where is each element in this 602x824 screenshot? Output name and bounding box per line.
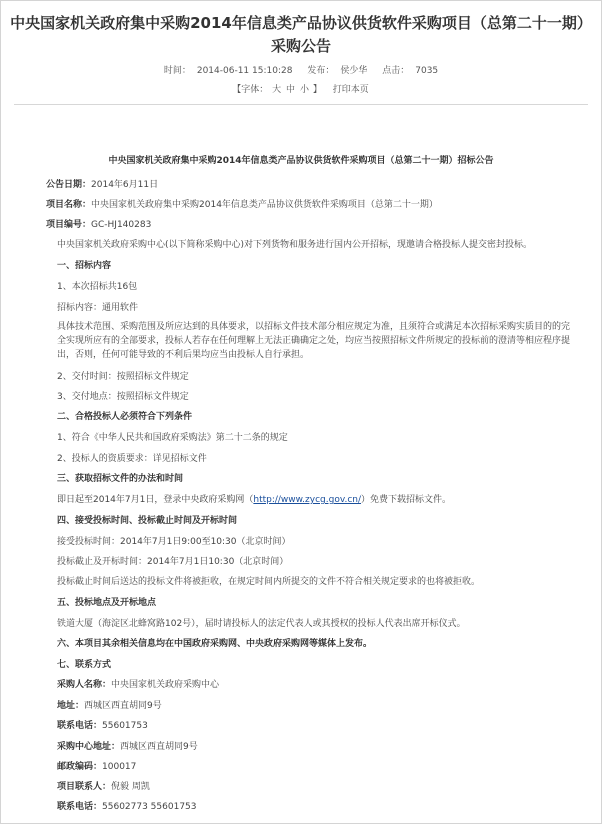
section-6-title: 六、本项目其余相关信息均在中国政府采购网、中央政府采购网等媒体上发布。 (57, 639, 373, 649)
section-1-line2: 招标内容：通用软件 (57, 303, 139, 313)
announce-date-row: 公告日期：2014年6月11日 (46, 180, 159, 190)
section-3-line1: 即日起至2014年7月1日，登录中央政府采购网（http://www.zycg.gov.cn/）免费下载招标文件。 (57, 495, 452, 505)
address-row: 地址：西城区西直胡同9号 (57, 701, 162, 711)
section-4-line2: 投标截止及开标时间：2014年7月1日10:30（北京时间） (57, 557, 289, 567)
time-info: 时间： 2014-06-11 15:10:28 (163, 66, 293, 76)
font-medium-link[interactable]: 中 (286, 85, 296, 95)
article-meta (0, 63, 602, 76)
notice-title: 中央国家机关政府集中采购2014年信息类产品协议供货软件采购项目（总第二十一期）招标公告 (108, 156, 494, 166)
section-3-title: 三、获取招标文件的办法和时间 (57, 474, 184, 484)
project-no-row: 项目编号：GC-HJ140283 (46, 220, 152, 230)
font-small-link[interactable]: 小 (299, 85, 309, 95)
section-1-title: 一、招标内容 (57, 261, 112, 271)
phone-row: 联系电话：55601753 (57, 721, 148, 731)
intro-paragraph: 中央国家机关政府采购中心(以下简称采购中心)对下列货物和服务进行国内公开招标，现邀请合格投标人提交密封投标。 (57, 240, 533, 250)
publisher-info: 发布： 侯少华 (307, 66, 368, 76)
section-1-paragraph: 具体技术范围、采购范围及所应达到的具体要求，以招标文件技术部分相应规定为准，且须符合或满足本次招标采购实质目的的完全实现所应有的全部要求，投标人若存在任何理解上无法正确确定之处，均应当按照招标文件所规定的投标前的澄清等相应程序提出，否则，任何可能导致的不利后果均应当由投标人自行承担。 (57, 322, 571, 360)
section-2-title: 二、合格投标人必须符合下列条件 (57, 412, 193, 422)
section-1-line3: 2、交付时间：按照招标文件规定 (57, 372, 189, 382)
section-5-line1: 铁道大厦（海淀区北蜂窝路102号），届时请投标人的法定代表人或其授权的投标人代表出席开标仪式。 (57, 619, 466, 629)
section-4-title: 四、接受投标时间、投标截止时间及开标时间 (57, 516, 238, 526)
section-7-title: 七、联系方式 (57, 660, 112, 670)
section-1-line1: 1、本次招标共16包 (57, 282, 138, 292)
click-count: 点击： 7035 (382, 66, 439, 76)
section-4-line1: 接受投标时间：2014年7月1日9:00至10:30（北京时间） (57, 537, 291, 547)
section-4-line3: 投标截止时间后送达的投标文件将被拒收，在规定时间内所提交的文件不符合相关规定要求的也将被拒收。 (57, 577, 481, 587)
page-title-line2: 采购公告 (270, 37, 331, 55)
font-size-label: 【字体： (232, 85, 269, 95)
postcode-row: 邮政编码：100017 (57, 762, 137, 772)
phone2-row: 联系电话：55602773 55601753 (57, 802, 197, 812)
print-link[interactable]: 打印本页 (332, 85, 369, 95)
zycg-url-link[interactable]: http://www.zycg.gov.cn/ (253, 495, 362, 505)
font-large-link[interactable]: 大 (272, 85, 282, 95)
section-2-line1: 1、符合《中华人民共和国政府采购法》第二十二条的规定 (57, 433, 288, 443)
section-2-line2: 2、投标人的资质要求：详见招标文件 (57, 454, 207, 464)
purchaser-row: 采购人名称：中央国家机关政府采购中心 (57, 680, 220, 690)
contact-row: 项目联系人：倪毅 周凯 (57, 782, 150, 792)
center-address-row: 采购中心地址：西城区西直胡同9号 (57, 742, 198, 752)
section-5-title: 五、投标地点及开标地点 (57, 598, 157, 608)
project-name-row: 项目名称：中央国家机关政府集中采购2014年信息类产品协议供货软件采购项目（总第二十一期） (46, 200, 438, 210)
article-tools (0, 82, 602, 95)
header-divider (14, 104, 588, 105)
font-size-close: 】 (312, 85, 322, 95)
page-title-line1: 中央国家机关政府集中采购2014年信息类产品协议供货软件采购项目（总第二十一期） (10, 14, 592, 32)
section-1-line4: 3、交付地点：按照招标文件规定 (57, 392, 189, 402)
